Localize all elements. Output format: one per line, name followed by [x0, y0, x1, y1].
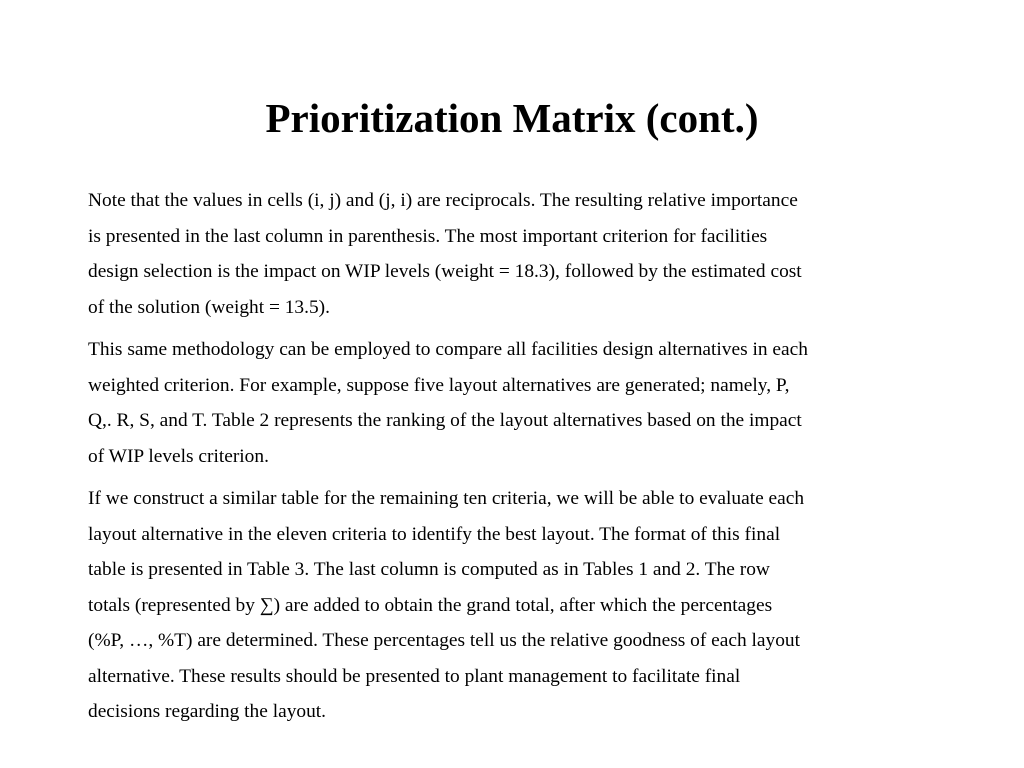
text-line: totals (represented by ∑) are added to obtain the grand total, after which the percentages: [88, 594, 773, 616]
text-line: Q,. R, S, and T. Table 2 represents the ranking of the layout alternatives based on the impact: [88, 410, 802, 431]
slide-title: Prioritization Matrix (cont.): [265, 95, 759, 141]
text-line: weighted criterion. For example, suppose five layout alternatives are generated; namely, P,: [88, 374, 790, 396]
text-line: table is presented in Table 3. The last column is computed as in Tables 1 and 2. The row: [88, 559, 770, 580]
text-line: Note that the values in cells (i, j) and (j, i) are reciprocals. The resulting relative importance: [88, 190, 798, 211]
text-line: layout alternative in the eleven criteria to identify the best layout. The format of this final: [88, 523, 781, 545]
text-line: of WIP levels criterion.: [88, 445, 269, 467]
paragraph-final-table: [88, 481, 948, 730]
text-line: (%P, …, %T) are determined. These percentages tell us the relative goodness of each layout: [88, 630, 800, 651]
text-line: If we construct a similar table for the remaining ten criteria, we will be able to evaluate each: [88, 488, 805, 509]
text-line: decisions regarding the layout.: [88, 701, 327, 722]
slide-body: [88, 183, 948, 737]
paragraph-reciprocals: [88, 183, 948, 325]
text-line: This same methodology can be employed to compare all facilities design alternatives in each: [88, 339, 808, 360]
text-line: design selection is the impact on WIP levels (weight = 18.3), followed by the estimated cost: [88, 261, 802, 282]
text-line: is presented in the last column in parenthesis. The most important criterion for facilities: [88, 225, 768, 247]
text-line: of the solution (weight = 13.5).: [88, 296, 330, 318]
text-line: alternative. These results should be presented to plant management to facilitate final: [88, 665, 741, 687]
paragraph-methodology: [88, 332, 948, 474]
